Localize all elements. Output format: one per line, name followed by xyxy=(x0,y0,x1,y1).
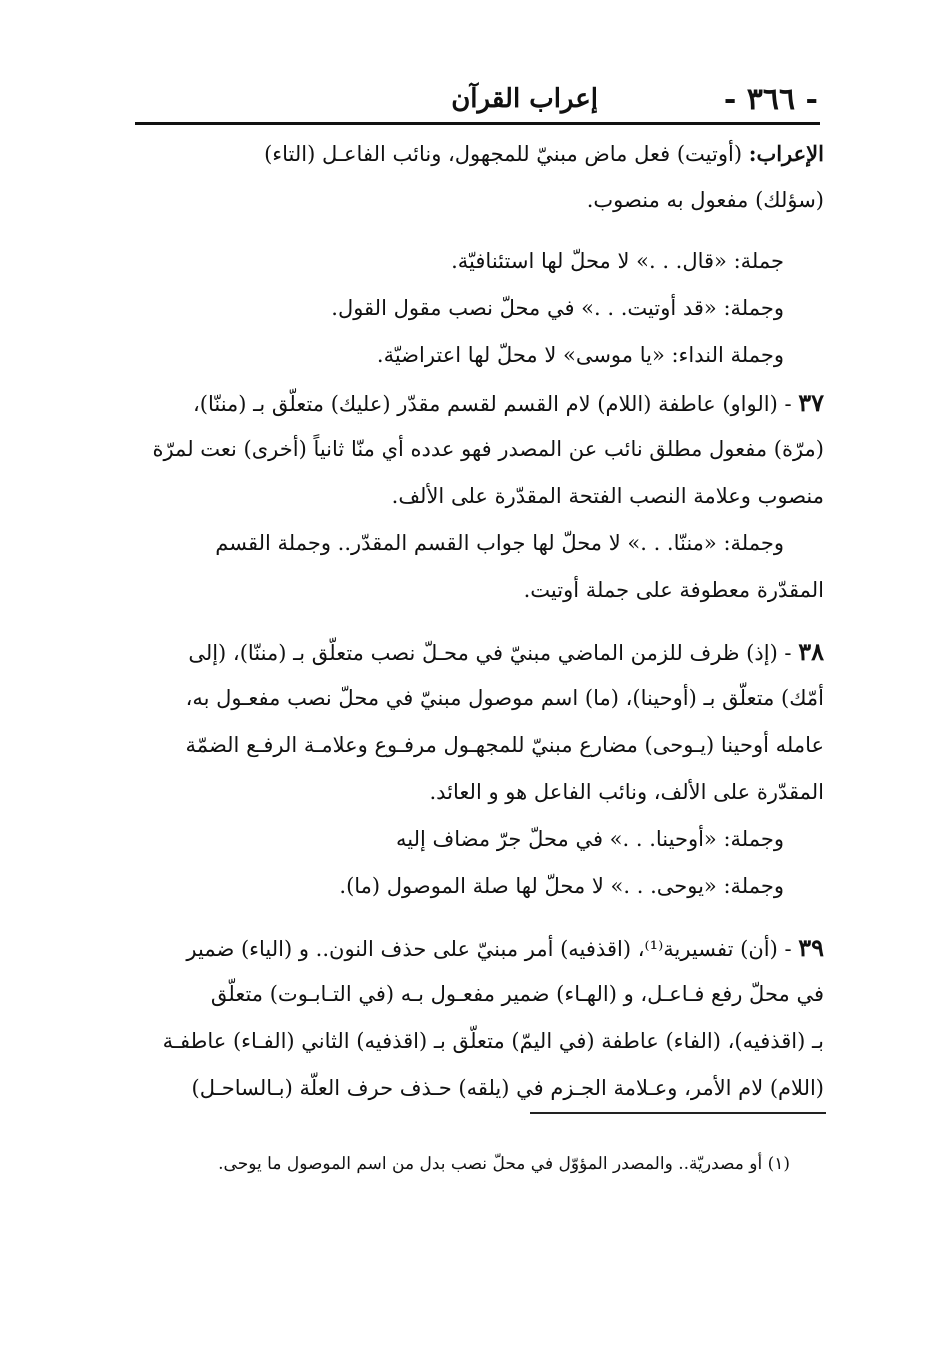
verse-38-line-4: المقدّرة على الألف، ونائب الفاعل هو و العائد. xyxy=(429,780,824,804)
verse-39-line-1: ٣٩ - (أن) تفسيرية⁽¹⁾، (اقذفيه) أمر مبنيّ على حذف النون.. و (الياء) ضمير xyxy=(186,933,824,962)
header-divider xyxy=(135,122,820,125)
footnote: (١) أو مصدريّة.. والمصدر المؤوّل في محلّ نصب بدل من اسم الموصول ما يوحى. xyxy=(218,1154,790,1174)
jumla-line-2: وجملة: «قد أوتيت. . .» في محلّ نصب مقول القول. xyxy=(331,296,784,320)
verse-39-line-4: (اللام) لام الأمر، وعـلامة الجـزم في (يلقه) حـذف حرف العلّة (بـالساحـل) xyxy=(191,1076,824,1100)
verse-37-number: ٣٧ xyxy=(798,388,824,417)
verse-38-jumla-line-2: وجملة: «يوحى. . .» لا محلّ لها صلة الموصول (ما). xyxy=(339,874,784,898)
footnote-divider xyxy=(530,1112,826,1114)
verse-38-jumla-line-1: وجملة: «أوحينا. . .» في محلّ جرّ مضاف إليه xyxy=(396,827,784,851)
verse-37-line-1: ٣٧ - (الواو) عاطفة (اللام) لام القسم لقسم مقدّر (عليك) متعلّق بـ (مننّا)، xyxy=(193,388,824,417)
book-title: إعراب القرآن xyxy=(451,84,598,114)
verse-37-jumla-line-2: المقدّرة معطوفة على جملة أوتيت. xyxy=(523,578,824,602)
i3rab-text: (أوتيت) فعل ماض مبنيّ للمجهول، ونائب الفاعـل (التاء) xyxy=(264,142,749,166)
verse-37-jumla-line-1: وجملة: «مننّا. . .» لا محلّ لها جواب القسم المقدّر.. وجملة القسم xyxy=(215,531,784,555)
page-header xyxy=(138,78,818,122)
verse-39-line-3: بـ (اقذفيه)، (الفاء) عاطفة (في اليمّ) متعلّق بـ (اقذفيه) الثاني (الفـاء) عاطفـة xyxy=(162,1029,824,1053)
verse-38-line-1: ٣٨ - (إذ) ظرف للزمن الماضي مبنيّ في محـلّ نصب متعلّق بـ (مننّا)، (إلى xyxy=(188,637,824,666)
verse-38-line-2: أمّك) متعلّق بـ (أوحينا)، (ما) اسم موصول مبنيّ في محلّ نصب مفعـول به، xyxy=(185,686,824,710)
verse-37-line-2: (مرّة) مفعول مطلق نائب عن المصدر فهو عدده أي منّا ثانياً (أخرى) نعت لمرّة xyxy=(152,437,824,461)
verse-37-line-3: منصوب وعلامة النصب الفتحة المقدّرة على الألف. xyxy=(391,484,824,508)
i3rab-line-2: (سؤلك) مفعول به منصوب. xyxy=(586,188,824,212)
page-number: - ٣٦٦ - xyxy=(723,82,818,117)
i3rab-line-1 xyxy=(138,130,824,177)
verse-39-number: ٣٩ xyxy=(798,933,824,962)
verse-38-line-3: عامله أوحينا (يـوحى) مضارع مبنيّ للمجهـول مرفـوع وعلامـة الرفـع الضمّة xyxy=(185,733,824,757)
jumla-line-3: وجملة النداء: «يا موسى» لا محلّ لها اعتراضيّة. xyxy=(376,343,784,367)
page-body xyxy=(138,130,824,1112)
verse-38-number: ٣٨ xyxy=(798,637,824,666)
i3rab-label: الإعراب: xyxy=(748,141,824,166)
jumla-line-1: جملة: «قال. . .» لا محلّ لها استئنافيّة. xyxy=(451,249,784,273)
verse-39-line-2: في محلّ رفع فـاعـل، و (الهـاء) ضمير مفعـول بـه (في التـابـوت) متعلّق xyxy=(210,982,824,1006)
